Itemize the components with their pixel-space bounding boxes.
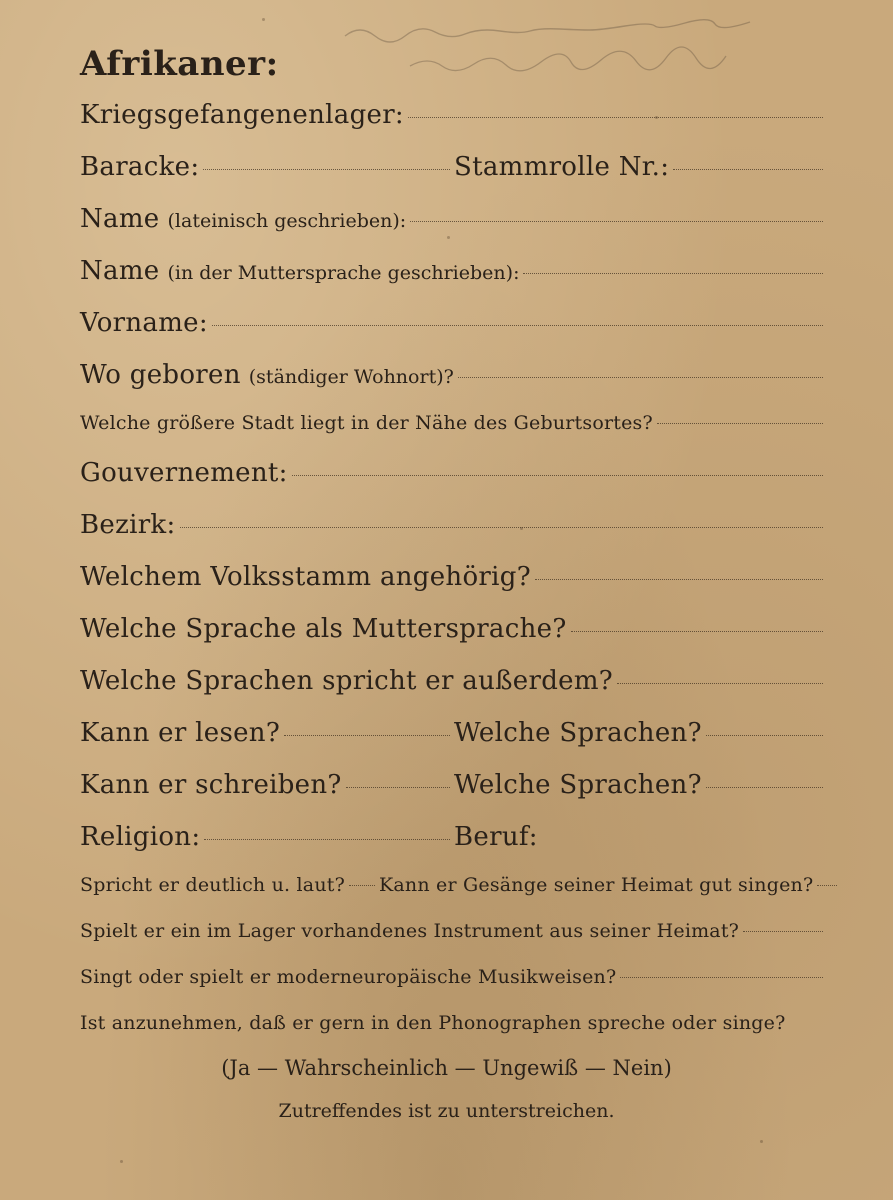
mother-tongue-label: Welche Sprache als Muttersprache? (80, 614, 567, 644)
tribe-label: Welchem Volksstamm angehörig? (80, 562, 531, 592)
field-read-languages[interactable] (454, 718, 827, 748)
camp-line[interactable] (408, 117, 823, 118)
field-religion-occupation (80, 822, 827, 852)
field-name-latin[interactable] (80, 204, 827, 234)
field-voice-songs (80, 874, 827, 896)
other-languages-label: Welche Sprachen spricht er außerdem? (80, 666, 614, 696)
camp-label: Kriegsgefangenenlager: (80, 100, 404, 130)
pencil-handwriting (340, 6, 850, 86)
paper-speck (447, 236, 450, 239)
tribe-line[interactable] (535, 579, 823, 580)
field-can-write[interactable] (80, 770, 454, 800)
district-line[interactable] (180, 527, 823, 528)
field-write-languages[interactable] (454, 770, 827, 800)
paper-speck (520, 527, 523, 530)
field-tribe[interactable] (80, 562, 827, 592)
form-title: Afrikaner: (80, 44, 279, 84)
birthplace-label: Wo geboren (80, 360, 241, 390)
paper-speck (760, 1140, 763, 1143)
name-native-label: Name (80, 256, 160, 286)
underline-instruction: Zutreffendes ist zu unterstreichen. (278, 1100, 615, 1122)
write-languages-label: Welche Sprachen? (454, 770, 702, 800)
roll-number-line[interactable] (673, 169, 823, 170)
instrument-line[interactable] (743, 931, 823, 932)
birthplace-note: (ständiger Wohnort)? (248, 366, 454, 388)
answer-options[interactable]: (Ja — Wahrscheinlich — Ungewiß — Nein) (221, 1056, 672, 1080)
occupation-label: Beruf: (454, 822, 538, 852)
name-latin-label: Name (80, 204, 160, 234)
field-birthplace[interactable] (80, 360, 827, 390)
field-roll-number[interactable] (454, 152, 827, 182)
paper-speck (120, 1160, 123, 1163)
name-latin-note: (lateinisch geschrieben): (167, 210, 407, 232)
modern-music-label: Singt oder spielt er moderneuropäische Musikweisen? (80, 966, 617, 988)
field-mother-tongue[interactable] (80, 614, 827, 644)
name-native-note: (in der Muttersprache geschrieben): (167, 262, 520, 284)
field-barracks-roll (80, 152, 827, 182)
field-religion[interactable] (80, 822, 454, 852)
phonograph-label: Ist anzunehmen, daß er gern in den Phonographen spreche oder singe? (80, 1012, 786, 1034)
field-reading (80, 718, 827, 748)
sings-songs-line[interactable] (817, 885, 837, 886)
name-native-line[interactable] (523, 273, 823, 274)
can-write-label: Kann er schreiben? (80, 770, 342, 800)
can-read-label: Kann er lesen? (80, 718, 281, 748)
field-can-read[interactable] (80, 718, 454, 748)
province-label: Gouvernement: (80, 458, 288, 488)
speaks-clearly-line[interactable] (349, 885, 375, 886)
field-name-native[interactable] (80, 256, 827, 286)
paper-speck (655, 116, 658, 119)
speaks-clearly-label: Spricht er deutlich u. laut? (80, 874, 345, 896)
roll-number-label: Stammrolle Nr.: (454, 152, 670, 182)
nearby-city-label: Welche größere Stadt liegt in der Nähe des Geburtsortes? (80, 412, 653, 434)
modern-music-line[interactable] (620, 977, 823, 978)
district-label: Bezirk: (80, 510, 176, 540)
province-line[interactable] (292, 475, 823, 476)
nearby-city-line[interactable] (657, 423, 823, 424)
field-district[interactable] (80, 510, 827, 540)
instrument-label: Spielt er ein im Lager vorhandenes Instrument aus seiner Heimat? (80, 920, 740, 942)
field-phonograph (80, 1012, 827, 1034)
field-writing (80, 770, 827, 800)
other-languages-line[interactable] (617, 683, 823, 684)
field-modern-music[interactable] (80, 966, 827, 988)
religion-line[interactable] (204, 839, 450, 840)
first-name-line[interactable] (212, 325, 823, 326)
field-other-languages[interactable] (80, 666, 827, 696)
field-first-name[interactable] (80, 308, 827, 338)
barracks-label: Baracke: (80, 152, 200, 182)
religion-label: Religion: (80, 822, 201, 852)
read-languages-line[interactable] (706, 735, 823, 736)
field-occupation[interactable] (454, 822, 827, 852)
can-write-line[interactable] (346, 787, 450, 788)
mother-tongue-line[interactable] (571, 631, 823, 632)
birthplace-line[interactable] (458, 377, 823, 378)
paper-speck (262, 18, 265, 21)
name-latin-line[interactable] (410, 221, 823, 222)
can-read-line[interactable] (284, 735, 450, 736)
barracks-line[interactable] (203, 169, 450, 170)
field-nearby-city[interactable] (80, 412, 827, 434)
field-province[interactable] (80, 458, 827, 488)
sings-songs-label: Kann er Gesänge seiner Heimat gut singen? (379, 874, 814, 896)
first-name-label: Vorname: (80, 308, 208, 338)
write-languages-line[interactable] (706, 787, 823, 788)
field-instrument[interactable] (80, 920, 827, 942)
field-barracks[interactable] (80, 152, 454, 182)
field-camp[interactable] (80, 100, 827, 130)
read-languages-label: Welche Sprachen? (454, 718, 702, 748)
